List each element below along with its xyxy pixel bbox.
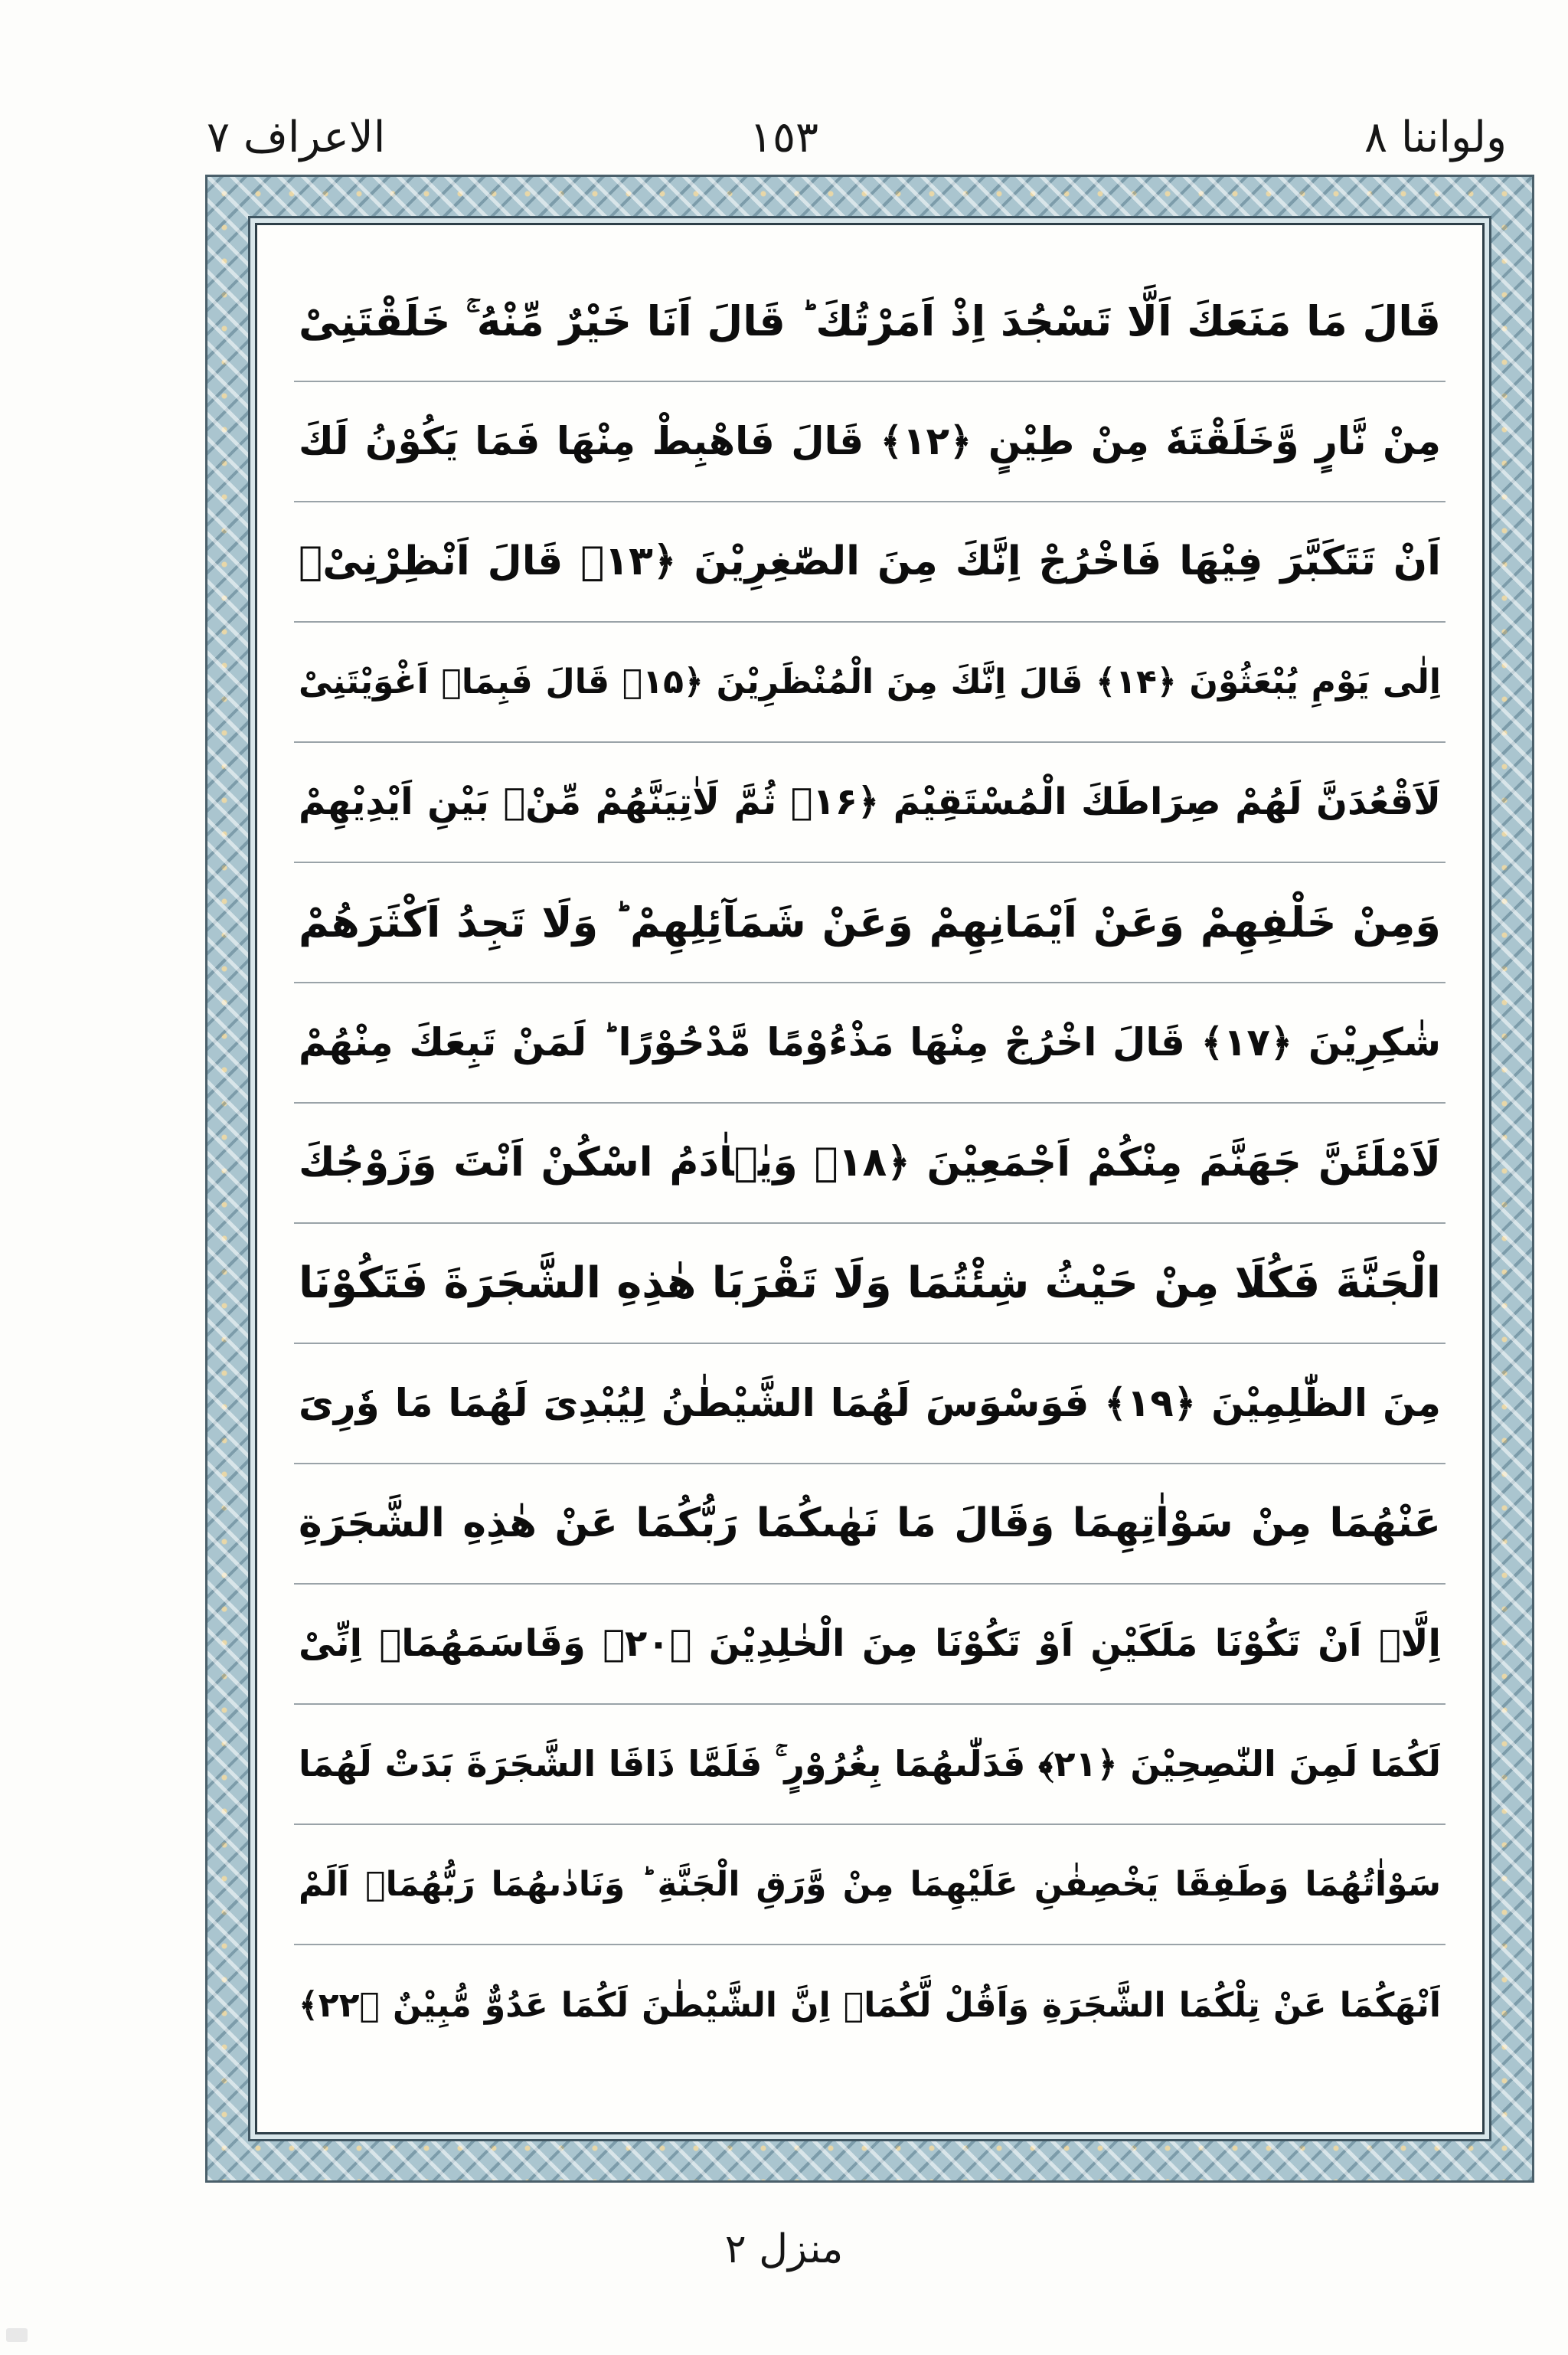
verse-line-14 <box>294 1825 1446 1945</box>
surah-name: الاعراف ٧ <box>207 113 386 162</box>
line-text: لَاَمْلَئَنَّ جَهَنَّمَ مِنْكُمْ اَجْمَعِيْنَ ﴿۱۸﴾ وَيٰۤاٰدَمُ اسْكُنْ اَنْتَ وَزَوْجُكَ <box>299 1140 1441 1186</box>
verse-line-4 <box>294 623 1446 743</box>
verse-line-11 <box>294 1464 1446 1585</box>
line-text: لَاَقْعُدَنَّ لَهُمْ صِرَاطَكَ الْمُسْتَقِيْمَ ﴿۱۶﴾ ثُمَّ لَاٰتِيَنَّهُمْ مِّنْۢ بَيْنِ اَيْدِيْهِمْ <box>299 780 1441 823</box>
line-text: قَالَ مَا مَنَعَكَ اَلَّا تَسْجُدَ اِذْ اَمَرْتُكَ ؕ قَالَ اَنَا خَيْرٌ مِّنْهُ ۚ خَلَقْتَنِیْ <box>299 297 1441 345</box>
verse-line-2 <box>294 382 1446 502</box>
line-text: مِنْ نَّارٍ وَّخَلَقْتَهٗ مِنْ طِيْنٍ ﴿۱۲﴾ قَالَ فَاهْبِطْ مِنْهَا فَمَا يَكُوْنُ لَكَ <box>299 419 1441 463</box>
verse-line-3 <box>294 502 1446 623</box>
text-frame <box>255 223 1485 2134</box>
line-text: عَنْهُمَا مِنْ سَوْاٰتِهِمَا وَقَالَ مَا نَهٰىكُمَا رَبُّكُمَا عَنْ هٰذِهِ الشَّجَرَةِ <box>299 1500 1441 1546</box>
verse-line-10 <box>294 1344 1446 1464</box>
verse-line-1 <box>294 262 1446 382</box>
verse-line-6 <box>294 863 1446 983</box>
line-text: شٰكِرِيْنَ ﴿۱۷﴾ قَالَ اخْرُجْ مِنْهَا مَذْءُوْمًا مَّدْحُوْرًا ؕ لَمَنْ تَبِعَكَ مِنْهُمْ <box>299 1020 1442 1065</box>
verse-line-5 <box>294 743 1446 863</box>
verse-text-area <box>294 262 1446 2105</box>
line-text: مِنَ الظّٰلِمِيْنَ ﴿۱۹﴾ فَوَسْوَسَ لَهُمَا الشَّيْطٰنُ لِيُبْدِیَ لَهُمَا مَا وٗرِیَ <box>299 1381 1441 1425</box>
verse-line-15 <box>294 1945 1446 2066</box>
line-text: اَنْهَكُمَا عَنْ تِلْكُمَا الشَّجَرَةِ وَاَقُلْ لَّكُمَاۤ اِنَّ الشَّيْطٰنَ لَكُمَا عَدُوٌّ مُّبِيْنٌ ﴿۲۲﴾ <box>299 1986 1441 2025</box>
line-text: لَكُمَا لَمِنَ النّٰصِحِيْنَ ﴿۲۱﴾ فَدَلّٰىهُمَا بِغُرُوْرٍ ۚ فَلَمَّا ذَاقَا الشَّجَرَةَ بَدَتْ لَهُمَا <box>299 1743 1441 1784</box>
verse-line-7 <box>294 983 1446 1104</box>
juz-name: ولواننا ٨ <box>1364 113 1507 162</box>
page-header <box>0 100 1568 176</box>
line-text: اِلٰى يَوْمِ يُبْعَثُوْنَ ﴿۱۴﴾ قَالَ اِنَّكَ مِنَ الْمُنْظَرِيْنَ ﴿۱۵﴾ قَالَ فَبِمَاۤ اَغْوَيْتَنِیْ <box>299 662 1441 702</box>
scan-corner-mark <box>6 2328 28 2342</box>
ornamental-border <box>205 175 1534 2183</box>
line-text: سَوْاٰتُهُمَا وَطَفِقَا يَخْصِفٰنِ عَلَيْهِمَا مِنْ وَّرَقِ الْجَنَّةِ ؕ وَنَادٰىهُمَا رَبُّهُمَاۤ اَلَمْ <box>299 1865 1441 1904</box>
page-number: ١٥٣ <box>749 113 819 162</box>
manzil-footer: منزل ٢ <box>724 2226 844 2272</box>
verse-line-8 <box>294 1104 1446 1224</box>
verse-line-13 <box>294 1705 1446 1825</box>
line-text: اَنْ تَتَكَبَّرَ فِيْهَا فَاخْرُجْ اِنَّكَ مِنَ الصّٰغِرِيْنَ ﴿۱۳﴾ قَالَ اَنْظِرْنِیْۤ <box>299 538 1441 584</box>
line-text: اِلَّاۤ اَنْ تَكُوْنَا مَلَكَيْنِ اَوْ تَكُوْنَا مِنَ الْخٰلِدِيْنَ ﴿۲۰﴾ وَقَاسَمَهُمَاۤ اِنِّیْ <box>299 1622 1441 1665</box>
line-text: وَمِنْ خَلْفِهِمْ وَعَنْ اَيْمَانِهِمْ وَعَنْ شَمَآئِلِهِمْ ؕ وَلَا تَجِدُ اَكْثَرَهُمْ <box>299 898 1441 947</box>
verse-line-12 <box>294 1585 1446 1705</box>
verse-line-9 <box>294 1224 1446 1344</box>
line-text: الْجَنَّةَ فَكُلَا مِنْ حَيْثُ شِئْتُمَا وَلَا تَقْرَبَا هٰذِهِ الشَّجَرَةَ فَتَكُوْنَا <box>299 1258 1441 1308</box>
